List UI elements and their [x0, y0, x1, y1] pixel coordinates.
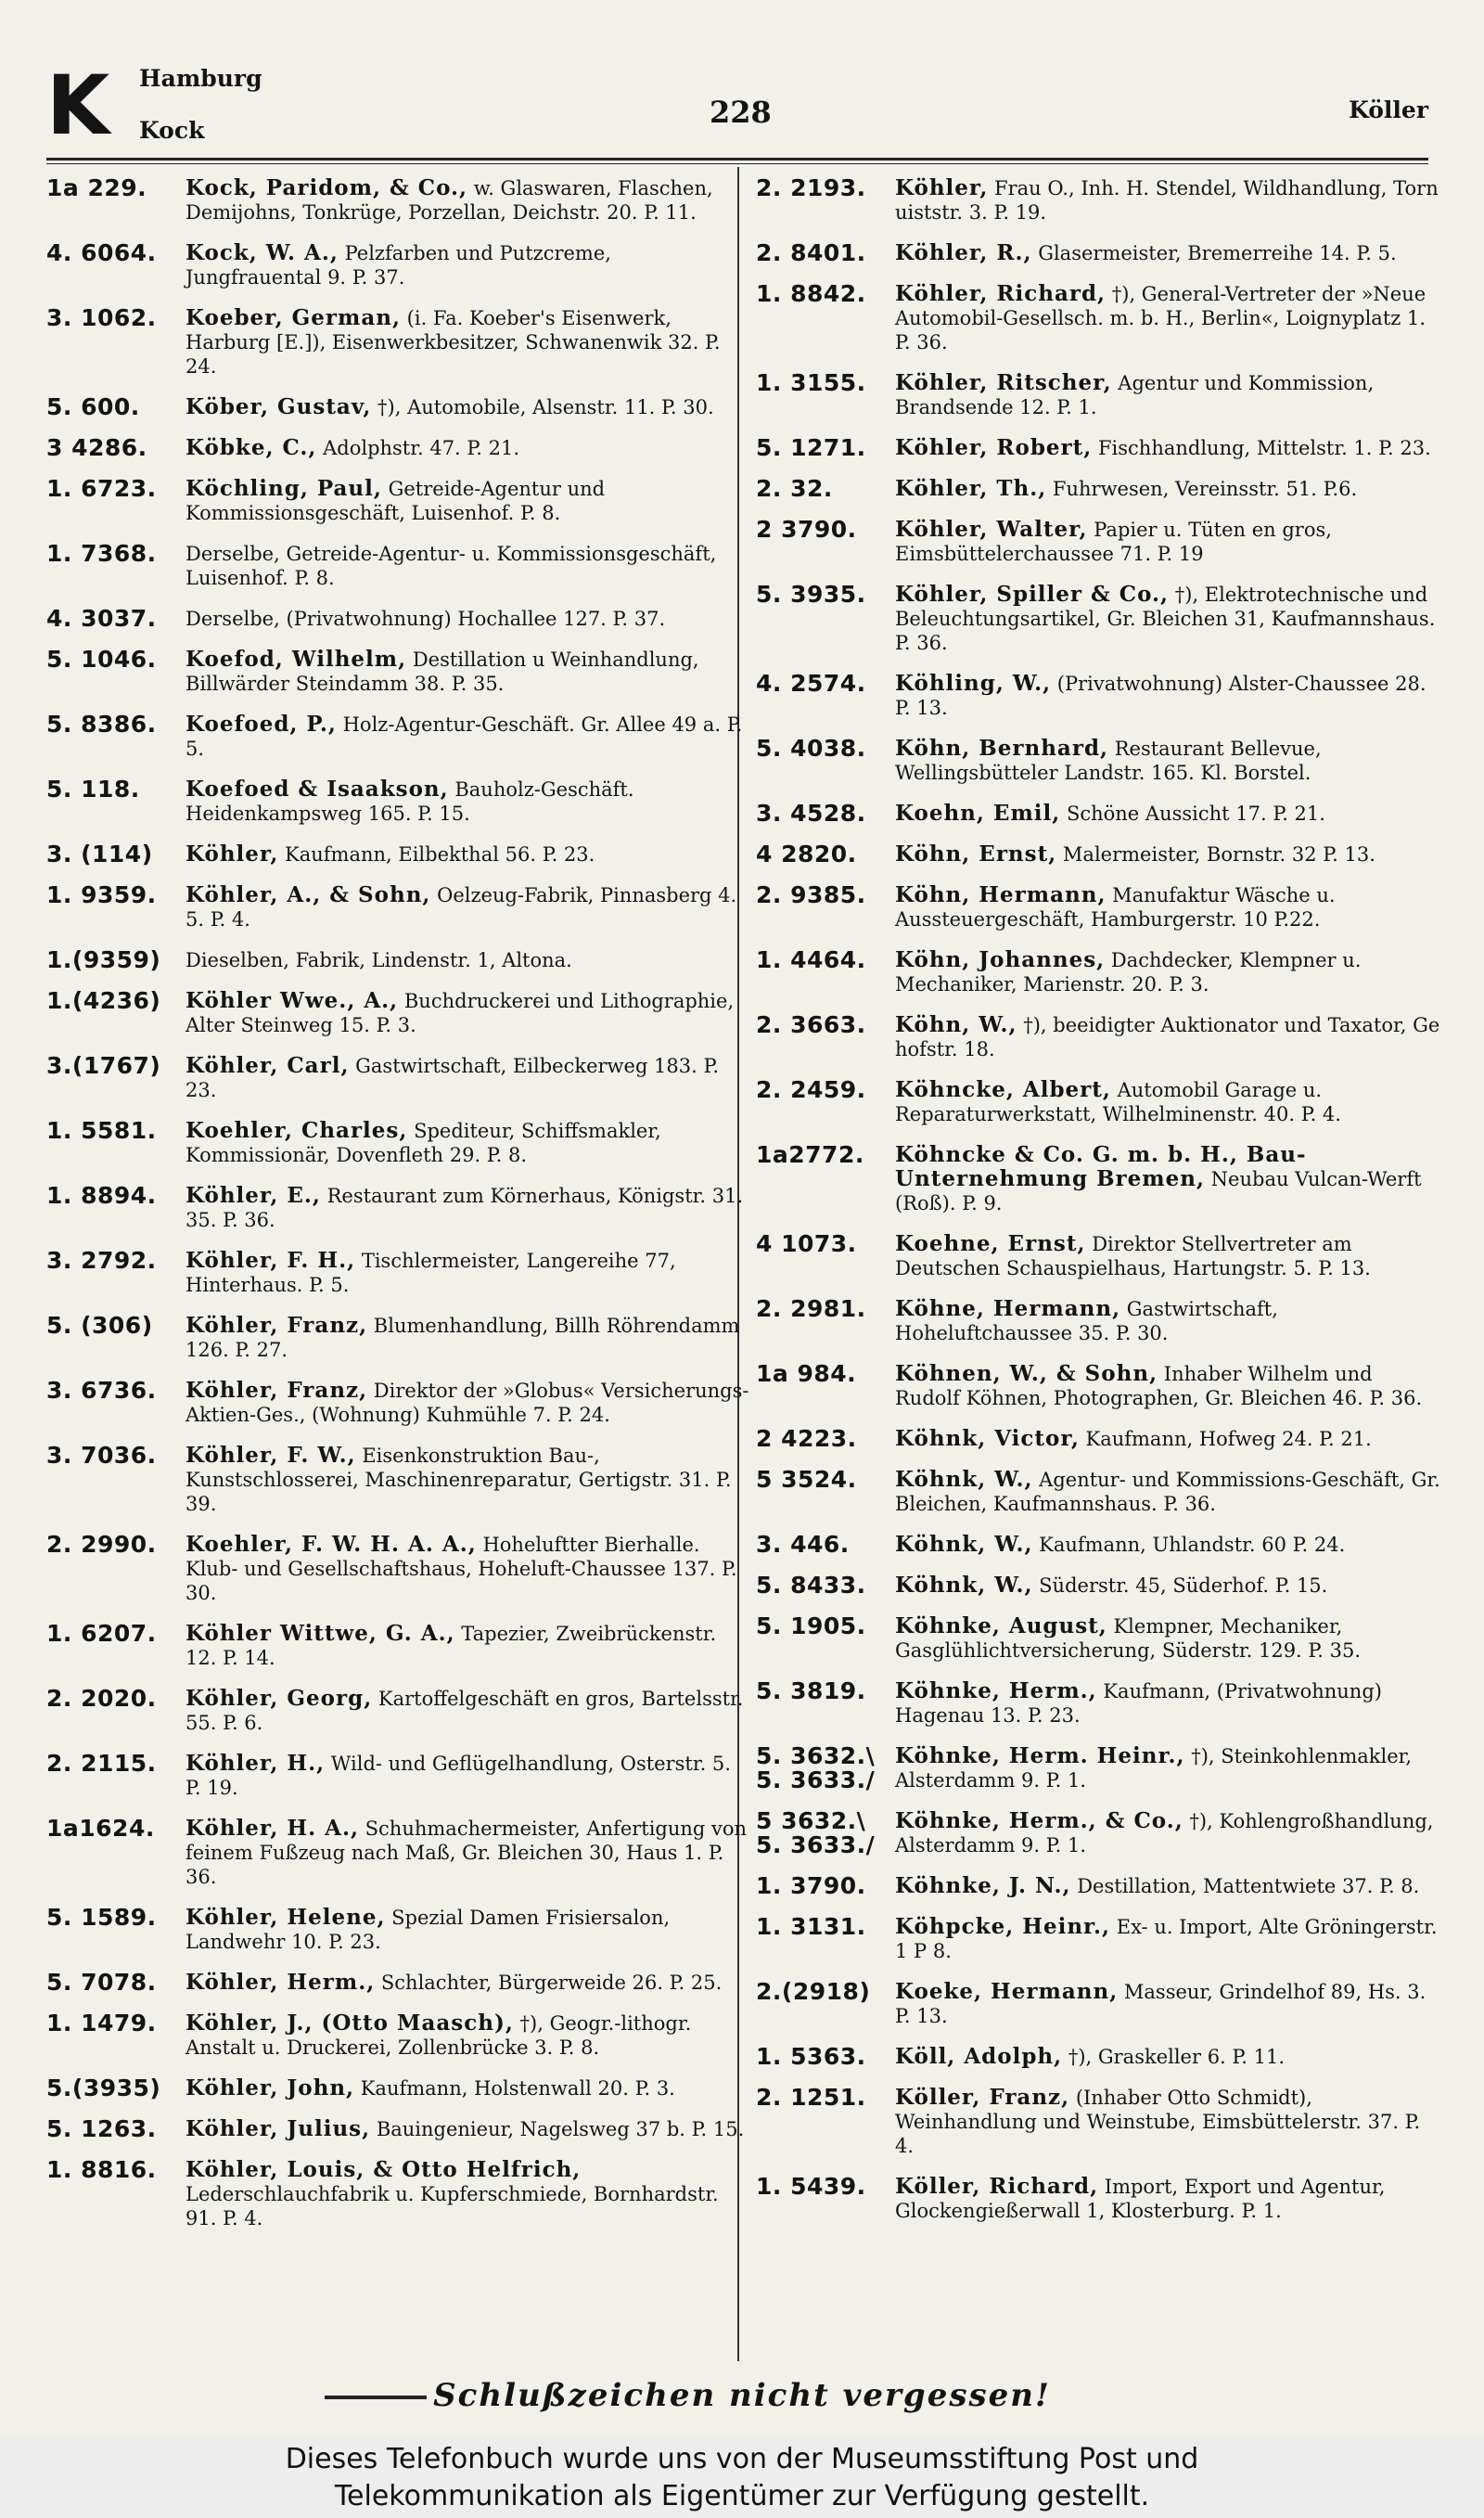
directory-entry [756, 1874, 1442, 1898]
subscriber-name: Köhnke, August, [895, 1613, 1107, 1638]
phone-number: 1. 8894. [46, 1182, 157, 1209]
directory-entry [46, 2117, 751, 2141]
directory-entry [46, 607, 751, 631]
subscriber-name: Köhler, [186, 841, 279, 867]
caption-line-1: Dieses Telefonbuch wurde uns von der Museumsstiftung Post und [285, 2443, 1199, 2475]
directory-entry [756, 2175, 1442, 2223]
left-column [46, 176, 751, 2247]
subscriber-name: Köhn, Ernst, [895, 841, 1057, 867]
directory-entry [756, 477, 1442, 501]
subscriber-details: Fuhrwesen, Vereinsstr. 51. P.6. [1046, 478, 1358, 500]
subscriber-name: Köhler, Julius, [186, 2116, 371, 2141]
directory-entry [756, 1013, 1442, 1061]
subscriber-details: Masseur, Grindelhof 89, Hs. 3. P. 13. [895, 1981, 1426, 2027]
phone-number: 1. 8842. [756, 280, 866, 307]
directory-entry [46, 477, 751, 525]
subscriber-name: Köhler, H., [186, 1751, 326, 1776]
directory-entry [46, 713, 751, 761]
directory-entry [756, 1468, 1442, 1516]
phone-number: 1. 5363. [756, 2043, 866, 2070]
directory-entry [756, 1915, 1442, 1963]
subscriber-name: Köhnke, Herm. Heinr., [895, 1743, 1185, 1768]
subscriber-details: Schlachter, Bürgerweide 26. P. 25. [375, 1972, 723, 1994]
phone-number: 5. 1271. [756, 434, 866, 461]
subscriber-details: Papier u. Tüten en gros, Eimsbüttelerchaussee 71. P. 19 [895, 519, 1332, 565]
directory-entry [756, 176, 1442, 225]
subscriber-name: Köhne, Hermann, [895, 1296, 1121, 1321]
directory-entry [46, 1379, 751, 1427]
phone-number: 1. 6723. [46, 475, 157, 502]
subscriber-details: Bauingenieur, Nagelsweg 37 b. P. 15. [370, 2118, 745, 2140]
phone-number: 5. 3819. [756, 1677, 866, 1704]
directory-entry [756, 518, 1442, 566]
subscriber-details: Wild- und Geflügelhandlung, Osterstr. 5. P. 19. [186, 1753, 731, 1799]
phone-number: 1. 3131. [756, 1913, 866, 1940]
phone-number: 5. 1905. [756, 1612, 866, 1639]
subscriber-name: Köhler, Herm., [186, 1970, 376, 1995]
section-letter: K [46, 58, 110, 153]
directory-entry [756, 1297, 1442, 1345]
phone-number: 1. 6207. [46, 1620, 157, 1647]
subscriber-details: Neubau Vulcan-Werft (Roß). P. 9. [895, 1168, 1422, 1214]
phone-number: 1. 9359. [46, 881, 157, 908]
phone-number: 3. 6736. [46, 1377, 157, 1404]
phone-number: 5.(3935) [46, 2075, 161, 2101]
directory-entry [756, 842, 1442, 867]
directory-entry [756, 1744, 1442, 1792]
subscriber-name: Köll, Adolph, [895, 2044, 1063, 2069]
phone-number: 5. 3935. [756, 581, 866, 608]
subscriber-name: Köhnk, W., [895, 1467, 1033, 1492]
directory-entry [46, 1119, 751, 1167]
subscriber-name: Koefoed, P., [186, 712, 337, 737]
subscriber-name: Köhler, [895, 175, 989, 200]
phone-number: 3. 1062. [46, 304, 157, 331]
subscriber-name: Köhnk, W., [895, 1532, 1033, 1557]
subscriber-details: Adolphstr. 47. P. 21. [316, 437, 520, 459]
subscriber-details: Klempner, Mechaniker, Gasglühlichtversicherung, Süderstr. 129. P. 35. [895, 1615, 1362, 1662]
subscriber-name: Köhler, Richard, [895, 281, 1107, 306]
subscriber-name: Köbke, C., [186, 435, 317, 460]
directory-entry [756, 802, 1442, 826]
phone-number: 5. (306) [46, 1312, 153, 1339]
first-name-label: Kock [139, 117, 205, 144]
subscriber-details: Kartoffelgeschäft en gros, Bartelsstr. 55. P. 6. [186, 1688, 744, 1734]
subscriber-name: Köhler, A., & Sohn, [186, 882, 431, 907]
directory-entry [46, 1054, 751, 1102]
phone-number: 5. 8433. [756, 1572, 866, 1599]
directory-entry [46, 1533, 751, 1605]
phone-number: 2. 2115. [46, 1750, 157, 1777]
subscriber-name: Köhler, John, [186, 2075, 355, 2100]
phone-number: 1a2772. [756, 1141, 864, 1168]
directory-entry [46, 1249, 751, 1297]
subscriber-details: Import, Export und Agentur, Glockengießerwall 1, Klosterburg. P. 1. [895, 2176, 1386, 2222]
directory-entry [756, 1232, 1442, 1280]
phone-number: 2. 8401. [756, 239, 866, 266]
phone-number: 2. 2020. [46, 1685, 157, 1712]
phone-number: 3 4286. [46, 434, 147, 461]
subscriber-name: Köhler, Helene, [186, 1905, 386, 1930]
subscriber-details: †), Steinkohlenmakler, Alsterdamm 9. P. 1. [895, 1745, 1413, 1792]
phone-number: 5. 118. [46, 776, 140, 803]
phone-number: 3. (114) [46, 841, 153, 867]
subscriber-name: Köhn, Johannes, [895, 947, 1106, 972]
directory-entry [46, 542, 751, 590]
subscriber-details: Destillation, Mattentwiete 37. P. 8. [1070, 1875, 1420, 1897]
directory-entry [46, 777, 751, 826]
phone-number: 5 3524. [756, 1466, 857, 1493]
subscriber-name: Köller, Franz, [895, 2085, 1070, 2110]
phone-number: 4 2820. [756, 841, 857, 867]
subscriber-name: Köhler Wittwe, G. A., [186, 1621, 455, 1646]
phone-number: 2. 9385. [756, 881, 866, 908]
subscriber-details: †), Graskeller 6. P. 11. [1062, 2046, 1286, 2068]
subscriber-details: Schuhmachermeister, Anfertigung von feinem Fußzeug nach Maß, Gr. Bleichen 30, Haus 1. P. 36. [186, 1818, 748, 1888]
directory-entry [756, 948, 1442, 996]
phone-number: 3. 7036. [46, 1442, 157, 1469]
subscriber-details: Inhaber Wilhelm und Rudolf Köhnen, Photographen, Gr. Bleichen 46. P. 36. [895, 1363, 1423, 1409]
subscriber-details: †), Automobile, Alsenstr. 11. P. 30. [371, 396, 714, 418]
subscriber-details: Direktor Stellvertreter am Deutschen Schauspielhaus, Hartungstr. 5. P. 13. [895, 1233, 1371, 1279]
subscriber-details: Gastwirtschaft, Hoheluftchaussee 35. P. 30. [895, 1298, 1278, 1344]
phone-number: 5. 1589. [46, 1904, 157, 1931]
subscriber-name: Köhling, W., [895, 671, 1052, 696]
subscriber-name: Köhnke, Herm., [895, 1678, 1097, 1703]
subscriber-details: Hoheluftter Bierhalle. Klub- und Gesellschaftshaus, Hoheluft-Chaussee 137. P. 30. [186, 1534, 737, 1604]
subscriber-details: w. Glaswaren, Flaschen, Demijohns, Tonkrüge, Porzellan, Deichstr. 20. P. 11. [186, 177, 713, 224]
subscriber-details: Agentur und Kommission, Brandsende 12. P. 1. [895, 372, 1375, 418]
phone-number: 1. 4464. [756, 946, 866, 973]
phone-number: 1. 7368. [46, 540, 157, 567]
archive-caption [0, 2435, 1484, 2518]
subscriber-name: Köhler, Franz, [186, 1378, 368, 1403]
subscriber-name: Köchling, Paul, [186, 476, 382, 501]
subscriber-name: Köhler, R., [895, 240, 1032, 265]
phone-number: 1a 984. [756, 1360, 857, 1387]
subscriber-details: Schöne Aussicht 17. P. 21. [1060, 803, 1325, 825]
subscriber-name: Köhler, F. W., [186, 1443, 356, 1468]
directory-entry [46, 306, 751, 379]
directory-entry [46, 648, 751, 696]
phone-number: 1. 3155. [756, 369, 866, 396]
subscriber-name: Köhler, Georg, [186, 1686, 373, 1711]
subscriber-name: Köhnen, W., & Sohn, [895, 1361, 1158, 1386]
phone-number: 1.(4236) [46, 987, 161, 1014]
subscriber-details: Kaufmann, Uhlandstr. 60 P. 24. [1032, 1534, 1346, 1556]
footer-notice: Schlußzeichen nicht vergessen! [433, 2377, 1051, 2414]
subscriber-name: Köhler, J., (Otto Maasch), [186, 2011, 514, 2036]
phone-number: 2 3790. [756, 516, 857, 543]
directory-entry [46, 176, 751, 225]
directory-entry [46, 395, 751, 419]
page-header [46, 58, 1428, 158]
caption-line-2: Telekommunikation als Eigentümer zur Verfügung gestellt. [334, 2480, 1150, 2512]
phone-number: 5. 1046. [46, 646, 157, 673]
subscriber-details: Buchdruckerei und Lithographie, Alter Steinweg 15. P. 3. [186, 990, 735, 1036]
phone-number: 2 4223. [756, 1425, 857, 1452]
directory-entry [756, 1078, 1442, 1126]
directory-entry [756, 1427, 1442, 1451]
phone-number: 1. 3790. [756, 1872, 866, 1899]
subscriber-name: Koehler, F. W. H. A. A., [186, 1532, 477, 1557]
subscriber-name: Koehn, Emil, [895, 801, 1061, 826]
subscriber-details: Getreide-Agentur und Kommissionsgeschäft, Luisenhof. P. 8. [186, 478, 606, 524]
phone-number: 5. 3632.\ 5. 3633./ [756, 1742, 876, 1793]
subscriber-details: (i. Fa. Koeber's Eisenwerk, Harburg [E.]), Eisenwerkbesitzer, Schwanenwik 32. P. 24. [186, 307, 721, 378]
subscriber-details: Dieselben, Fabrik, Lindenstr. 1, Altona. [186, 949, 572, 971]
directory-entry [46, 1906, 751, 1954]
phone-number: 3. 2792. [46, 1247, 157, 1274]
directory-entry [756, 1143, 1442, 1215]
phone-number: 4. 2574. [756, 670, 866, 697]
directory-entry [756, 371, 1442, 419]
directory-entry [46, 1752, 751, 1800]
subscriber-name: Köhler, Th., [895, 476, 1047, 501]
subscriber-details: Malermeister, Bornstr. 32 P. 13. [1056, 843, 1375, 866]
subscriber-details: (Inhaber Otto Schmidt), Weinhandlung und Weinstube, Eimsbüttelerstr. 37. P. 4. [895, 2087, 1421, 2157]
subscriber-details: Derselbe, Getreide-Agentur- u. Kommissionsgeschäft, Luisenhof. P. 8. [186, 543, 717, 589]
subscriber-name: Köhler, Ritscher, [895, 370, 1112, 395]
phone-number: 5. 7078. [46, 1969, 157, 1996]
subscriber-name: Köhncke & Co. G. m. b. H., Bau-Unternehmung Bremen, [895, 1142, 1307, 1191]
directory-entry [46, 1622, 751, 1670]
subscriber-details: Frau O., Inh. H. Stendel, Wildhandlung, Torn uiststr. 3. P. 19. [895, 177, 1439, 224]
phone-number: 3. 4528. [756, 800, 866, 827]
subscriber-details: Spezial Damen Frisiersalon, Landwehr 10. P. 23. [186, 1907, 671, 1953]
directory-entry [46, 1817, 751, 1889]
subscriber-details: Fischhandlung, Mittelstr. 1. P. 23. [1092, 437, 1431, 459]
directory-entry [756, 1980, 1442, 2028]
subscriber-name: Köhn, W., [895, 1012, 1017, 1037]
subscriber-details: Kaufmann, (Privatwohnung) Hagenau 13. P. 23. [895, 1680, 1382, 1727]
subscriber-details: Destillation u Weinhandlung, Billwärder Steindamm 38. P. 35. [186, 649, 699, 695]
phone-number: 2. 2990. [46, 1531, 157, 1558]
directory-entry [756, 737, 1442, 785]
subscriber-name: Köhncke, Albert, [895, 1077, 1111, 1102]
phone-number: 2. 2459. [756, 1076, 866, 1103]
directory-entry [46, 948, 751, 972]
subscriber-details: Holz-Agentur-Geschäft. Gr. Allee 49 a. P. 5. [186, 713, 743, 760]
subscriber-name: Koefoed & Isaakson, [186, 777, 449, 802]
directory-entry [46, 436, 751, 460]
city-label: Hamburg [139, 65, 262, 92]
subscriber-name: Köhler, F. H., [186, 1248, 356, 1273]
subscriber-name: Köhnk, W., [895, 1573, 1033, 1598]
directory-entry [756, 2086, 1442, 2158]
subscriber-name: Kock, W. A., [186, 240, 339, 265]
phone-number: 1a 229. [46, 174, 147, 201]
subscriber-name: Köller, Richard, [895, 2174, 1099, 2199]
subscriber-name: Köhn, Bernhard, [895, 736, 1109, 761]
subscriber-name: Koeber, German, [186, 305, 401, 330]
directory-entry [46, 989, 751, 1037]
phone-number: 5. 1263. [46, 2115, 157, 2142]
phone-number: 2. 3663. [756, 1011, 866, 1038]
phone-number: 1. 8816. [46, 2156, 157, 2183]
subscriber-details: Spediteur, Schiffsmakler, Kommissionär, Dovenfleth 29. P. 8. [186, 1120, 661, 1166]
directory-entry [756, 1614, 1442, 1663]
subscriber-name: Köhnke, Herm., & Co., [895, 1808, 1183, 1833]
directory-entry [46, 2076, 751, 2100]
directory-entry [756, 241, 1442, 265]
phone-number: 2. 2981. [756, 1295, 866, 1322]
subscriber-details: Agentur- und Kommissions-Geschäft, Gr. Bleichen, Kaufmannshaus. P. 36. [895, 1469, 1440, 1515]
phone-number: 1.(9359) [46, 946, 161, 973]
subscriber-name: Köhler Wwe., A., [186, 988, 399, 1013]
subscriber-name: Köhler, Walter, [895, 517, 1088, 542]
subscriber-details: Bauholz-Geschäft. Heidenkampsweg 165. P. 15. [186, 778, 634, 825]
subscriber-details: Tapezier, Zweibrückenstr. 12. P. 14. [186, 1623, 717, 1669]
subscriber-details: †), beeidigter Auktionator und Taxator, Ge hofstr. 18. [895, 1014, 1440, 1060]
subscriber-name: Köhnke, J. N., [895, 1873, 1071, 1898]
directory-entry [46, 1314, 751, 1362]
page-number: 228 [710, 95, 772, 130]
subscriber-name: Köhler, Robert, [895, 435, 1093, 460]
subscriber-name: Köhpcke, Heinr., [895, 1914, 1111, 1939]
subscriber-name: Köhnk, Victor, [895, 1426, 1080, 1451]
directory-entry [756, 672, 1442, 720]
phone-number: 2. 32. [756, 475, 833, 502]
directory-entry [46, 883, 751, 931]
directory-entry [46, 2011, 751, 2060]
directory-entry [756, 1574, 1442, 1598]
phone-number: 4 1073. [756, 1230, 857, 1257]
subscriber-name: Koehler, Charles, [186, 1118, 408, 1143]
directory-entry [756, 2045, 1442, 2069]
subscriber-details: Oelzeug-Fabrik, Pinnasberg 4. 5. P. 4. [186, 884, 737, 931]
directory-entry [756, 1533, 1442, 1557]
subscriber-details: Manufaktur Wäsche u. Aussteuergeschäft, Hamburgerstr. 10 P.22. [895, 884, 1336, 931]
last-name-label: Köller [1349, 96, 1428, 123]
subscriber-name: Köhler, Franz, [186, 1313, 368, 1338]
subscriber-details: Kaufmann, Eilbekthal 56. P. 23. [278, 843, 595, 866]
phone-number: 2.(2918) [756, 1978, 871, 2005]
directory-entry [46, 842, 751, 867]
phone-number: 1. 5581. [46, 1117, 157, 1144]
phone-number: 5. 8386. [46, 711, 157, 738]
directory-entry [46, 1184, 751, 1232]
subscriber-details: †), General-Vertreter der »Neue Automobil-Gesellsch. m. b. H., Berlin«, Loignyplatz 1. P. 36. [895, 283, 1426, 353]
subscriber-details: Eisenkonstruktion Bau-, Kunstschlosserei, Maschinenreparatur, Gertigstr. 31. P. 39. [186, 1445, 732, 1515]
directory-entry [46, 2158, 751, 2230]
subscriber-details: Automobil Garage u. Reparaturwerkstatt, Wilhelminenstr. 40. P. 4. [895, 1079, 1341, 1125]
subscriber-details: (Privatwohnung) Alster-Chaussee 28. P. 13. [895, 673, 1426, 719]
directory-entry [756, 436, 1442, 460]
subscriber-name: Köhler, H. A., [186, 1816, 359, 1841]
header-rule [46, 158, 1428, 164]
directory-entry [756, 1809, 1442, 1857]
subscriber-name: Köhler, Spiller & Co., [895, 582, 1170, 607]
phone-number: 1. 1479. [46, 2010, 157, 2036]
directory-entry [46, 241, 751, 289]
subscriber-name: Koeke, Hermann, [895, 1979, 1119, 2004]
subscriber-details: Kaufmann, Holstenwall 20. P. 3. [354, 2077, 675, 2100]
phone-number: 2. 1251. [756, 2084, 866, 2111]
subscriber-details: Ex- u. Import, Alte Gröningerstr. 1 P 8. [895, 1916, 1438, 1962]
phone-number: 4. 3037. [46, 605, 157, 632]
phone-number: 3.(1767) [46, 1052, 161, 1079]
directory-entry [756, 583, 1442, 655]
subscriber-name: Köhler, Louis, & Otto Helfrich, [186, 2157, 582, 2182]
subscriber-name: Köhler, Carl, [186, 1053, 350, 1078]
directory-entry [756, 1679, 1442, 1728]
subscriber-details: Pelzfarben und Putzcreme, Jungfrauental 9. P. 37. [186, 242, 611, 289]
subscriber-name: Köber, Gustav, [186, 394, 372, 419]
subscriber-details: Derselbe, (Privatwohnung) Hochallee 127. P. 37. [186, 608, 666, 630]
phone-number: 1a1624. [46, 1815, 155, 1842]
subscriber-details: †), Elektrotechnische und Beleuchtungsartikel, Gr. Bleichen 31, Kaufmannshaus. P. 36. [895, 584, 1436, 654]
subscriber-details: Blumenhandlung, Billh Röhrendamm 126. P. 27. [186, 1315, 740, 1361]
subscriber-name: Koefod, Wilhelm, [186, 647, 407, 672]
subscriber-name: Köhn, Hermann, [895, 882, 1107, 907]
subscriber-details: Tischlermeister, Langereihe 77, Hinterhaus. P. 5. [186, 1250, 676, 1296]
subscriber-details: Direktor der »Globus« Versicherungs-Aktien-Ges., (Wohnung) Kuhmühle 7. P. 24. [186, 1380, 749, 1426]
subscriber-name: Kock, Paridom, & Co., [186, 175, 468, 200]
subscriber-details: Restaurant zum Körnerhaus, Königstr. 31. 35. P. 36. [186, 1185, 744, 1231]
subscriber-details: Kaufmann, Hofweg 24. P. 21. [1079, 1428, 1372, 1450]
phone-number: 2. 2193. [756, 174, 866, 201]
subscriber-details: †), Geogr.-lithogr. Anstalt u. Druckerei, Zollenbrücke 3. P. 8. [186, 2012, 692, 2059]
subscriber-details: Süderstr. 45, Süderhof. P. 15. [1032, 1574, 1328, 1597]
directory-entry [756, 1362, 1442, 1410]
phone-number: 5 3632.\ 5. 3633./ [756, 1807, 876, 1858]
subscriber-details: Dachdecker, Klempner u. Mechaniker, Marienstr. 20. P. 3. [895, 949, 1362, 996]
subscriber-details: Glasermeister, Bremerreihe 14. P. 5. [1031, 242, 1397, 264]
subscriber-name: Koehne, Ernst, [895, 1231, 1086, 1256]
right-column [756, 176, 1442, 2240]
phone-number: 3. 446. [756, 1531, 850, 1558]
phone-number: 5. 4038. [756, 735, 866, 762]
directory-entry [46, 1444, 751, 1516]
phone-number: 5. 600. [46, 393, 140, 420]
subscriber-name: Köhler, E., [186, 1183, 321, 1208]
directory-entry [46, 1687, 751, 1735]
subscriber-details: Lederschlauchfabrik u. Kupferschmiede, Bornhardstr. 91. P. 4. [186, 2183, 719, 2229]
phone-number: 4. 6064. [46, 239, 157, 266]
directory-entry [46, 1971, 751, 1995]
subscriber-details: †), Kohlengroßhandlung, Alsterdamm 9. P. 1. [895, 1810, 1434, 1856]
subscriber-details: Restaurant Bellevue, Wellingsbütteler Landstr. 165. Kl. Borstel. [895, 738, 1322, 784]
directory-entry [756, 282, 1442, 354]
directory-entry [756, 883, 1442, 931]
phone-number: 1. 5439. [756, 2173, 866, 2200]
subscriber-details: Gastwirtschaft, Eilbeckerweg 183. P. 23. [186, 1055, 720, 1101]
